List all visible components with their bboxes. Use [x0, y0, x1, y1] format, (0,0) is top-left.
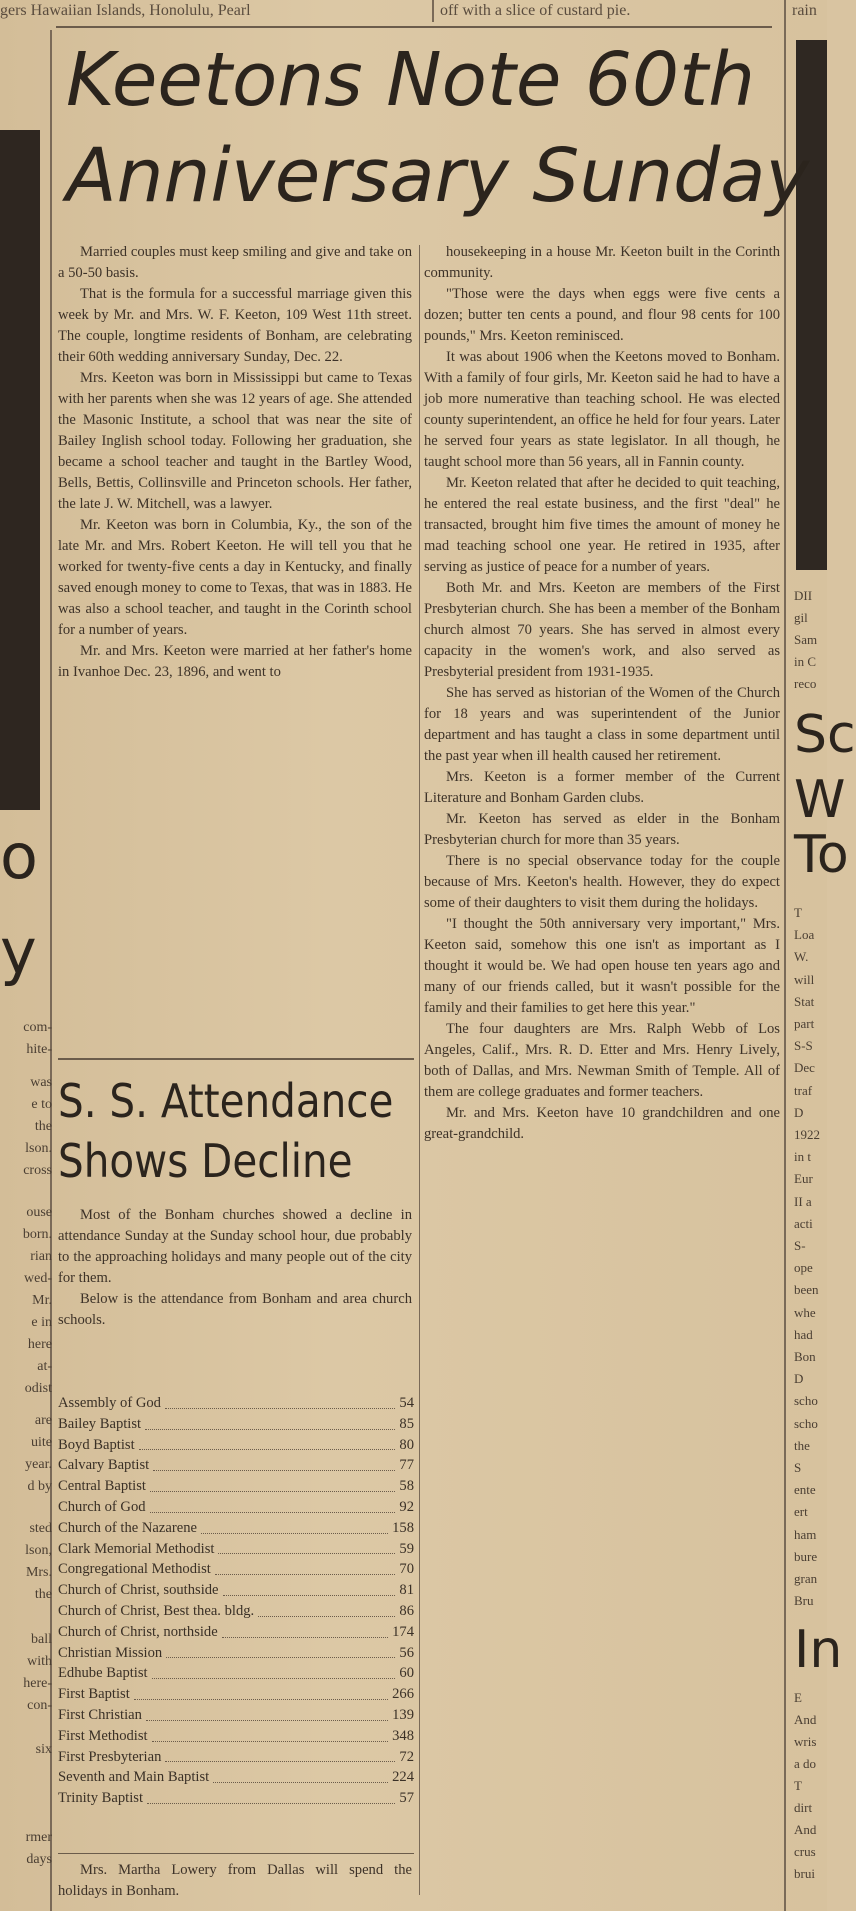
left-text-fragment: lson.: [25, 1141, 52, 1156]
right-text-fragment: been: [794, 1282, 819, 1298]
keeton-article-column-1: [58, 242, 412, 683]
keeton-paragraph: Both Mr. and Mrs. Keeton are members of the First Presbyterian church. She has been a member of the Bonham church almost 70 years. She has served in almost every capacity in the women's work, and also served as Presbyterial president from 1931-1935.: [424, 580, 780, 680]
attendance-count: 59: [399, 1540, 414, 1557]
top-rule: [56, 26, 772, 28]
attendance-row: [58, 1393, 414, 1414]
right-text-fragment: And: [794, 1822, 817, 1837]
right-text-fragment: Bru: [794, 1593, 814, 1609]
left-clipped-column: [0, 30, 56, 1911]
attendance-headline: [58, 1075, 413, 1187]
keeton-article-column-2: [424, 242, 780, 1145]
attendance-row: [58, 1643, 414, 1664]
church-name: First Christian: [58, 1706, 142, 1723]
left-text-fragment: cross: [23, 1163, 52, 1178]
left-text-fragment: the: [34, 1587, 52, 1602]
left-text-fragment: was: [30, 1075, 52, 1090]
top-strip-far-right-text: rain: [792, 2, 817, 19]
keeton-paragraph: Married couples must keep smiling and give and take on a 50-50 basis.: [58, 244, 412, 281]
attendance-row: [58, 1705, 414, 1726]
right-text-fragment: bure: [794, 1548, 818, 1564]
attendance-count: 80: [399, 1436, 414, 1453]
leader-dots: [218, 1553, 395, 1554]
top-strip-left-text: gers Hawaiian Islands, Honolulu, Pearl: [0, 2, 251, 19]
left-text-fragment: d by: [27, 1479, 52, 1494]
church-name: Christian Mission: [58, 1644, 163, 1661]
leader-dots: [147, 1803, 395, 1804]
right-text-fragment: scho: [794, 1415, 818, 1431]
leader-dots: [166, 1657, 395, 1658]
left-photo: [0, 130, 40, 810]
leader-dots: [215, 1574, 396, 1575]
left-text-fragment: born.: [22, 1227, 52, 1242]
attendance-count: 77: [399, 1457, 414, 1474]
leader-dots: [145, 1429, 395, 1430]
left-text-fragment: here: [27, 1337, 52, 1352]
keeton-paragraph: It was about 1906 when the Keetons moved to Bonham. With a family of four girls, Mr. Keeton said he had to have a job more numerative than teaching school. He was elected county superintendent, an office he held for four years. Later he served four years as state legislator. In all though, he taught school more than 56 years, all in Fannin county.: [424, 349, 780, 470]
right-text-fragment: the: [794, 1437, 810, 1453]
left-text-fragment: e to: [31, 1097, 52, 1112]
church-name: Bailey Baptist: [58, 1415, 142, 1432]
left-text-fragment: sted: [29, 1521, 52, 1536]
leader-dots: [201, 1533, 388, 1534]
church-name: Seventh and Main Baptist: [58, 1769, 210, 1786]
right-text-fragment: Dec: [794, 1060, 815, 1076]
attendance-row: [58, 1476, 414, 1497]
leader-dots: [165, 1408, 395, 1409]
attendance-headline-line1: S. S. Attendance: [58, 1074, 394, 1128]
keeton-paragraph: Mr. Keeton has served as elder in the Bonham Presbyterian church for more than 35 years.: [424, 811, 780, 848]
attendance-count: 139: [392, 1706, 414, 1723]
right-text-fragment: II a: [794, 1193, 812, 1209]
right-text-fragment: part: [794, 1016, 815, 1031]
attendance-count: 86: [399, 1602, 414, 1619]
right-text-fragment: in C: [794, 654, 817, 669]
keeton-headline-line2: Anniversary Sunday: [66, 133, 810, 219]
left-text-fragment: rian: [30, 1249, 52, 1264]
attendance-count: 70: [399, 1561, 414, 1578]
right-text-fragment: ert: [794, 1504, 808, 1520]
church-name: Trinity Baptist: [58, 1790, 144, 1807]
leader-dots: [146, 1720, 388, 1721]
attendance-closing: [58, 1860, 412, 1902]
left-text-fragment: ouse: [26, 1205, 52, 1220]
right-text-fragment: traf: [794, 1082, 813, 1098]
attendance-count: 58: [399, 1478, 414, 1495]
right-headline-fragment-1: Sc: [794, 705, 856, 765]
right-text-fragment: will: [794, 971, 815, 987]
left-text-fragment: wed-: [24, 1271, 52, 1286]
attendance-row: [58, 1726, 414, 1747]
church-name: Congregational Methodist: [58, 1561, 211, 1578]
left-text-fragment: odist: [24, 1381, 52, 1396]
right-text-fragment: ente: [794, 1482, 816, 1498]
right-text-fragment: E: [794, 1690, 802, 1705]
left-text-fragment: ball: [31, 1632, 52, 1647]
church-name: Church of Christ, northside: [58, 1623, 218, 1640]
keeton-paragraph: "I thought the 50th anniversary very important," Mrs. Keeton said, somehow this one isn't as important as I thought it would be. We had open house ten years ago and many of our friends called, but it wasn't possible for the family and their families to get here this year.": [424, 916, 780, 1016]
attendance-count: 56: [399, 1644, 414, 1661]
attendance-row: [58, 1414, 414, 1435]
church-name: First Presbyterian: [58, 1748, 162, 1765]
leader-dots: [153, 1470, 395, 1471]
left-text-fragment: e in: [31, 1315, 52, 1330]
right-photo: [796, 40, 827, 570]
right-text-fragment: S-: [794, 1238, 806, 1253]
left-text-fragment: uite: [31, 1435, 52, 1450]
church-name: First Methodist: [58, 1727, 148, 1744]
right-text-fragment: D: [794, 1104, 804, 1120]
right-text-fragment: T: [794, 1778, 802, 1793]
keeton-paragraph: Mr. and Mrs. Keeton have 10 grandchildren and one great-grandchild.: [424, 1105, 780, 1142]
attendance-bottom-rule: [58, 1853, 414, 1854]
church-name: Church of the Nazarene: [58, 1519, 197, 1536]
attendance-intro: [58, 1205, 412, 1331]
attendance-intro-paragraph: Below is the attendance from Bonham and area church schools.: [58, 1291, 412, 1328]
left-text-fragment: Mr.: [32, 1293, 52, 1308]
leader-dots: [139, 1449, 396, 1450]
right-text-fragment: T: [794, 905, 802, 920]
right-text-fragment: And: [794, 1712, 817, 1727]
attendance-row: [58, 1518, 414, 1539]
attendance-row: [58, 1497, 414, 1518]
right-text-fragment: W.: [794, 949, 809, 965]
right-text-fragment: gil: [794, 610, 808, 625]
right-text-fragment: whe: [794, 1304, 816, 1320]
right-text-fragment: Bon: [794, 1349, 816, 1364]
right-headline-fragment-4: In: [794, 1620, 843, 1680]
right-text-fragment: DII: [794, 588, 813, 603]
top-strip: [0, 0, 827, 22]
right-text-fragment: crus: [794, 1844, 816, 1859]
attendance-count: 57: [399, 1790, 414, 1807]
keeton-paragraph: "Those were the days when eggs were five cents a dozen; butter ten cents a pound, and flour 98 cents for 100 pounds," Mrs. Keeton reminisced.: [424, 286, 780, 344]
right-headline-fragment-3: To: [794, 825, 849, 885]
leader-dots: [152, 1741, 389, 1742]
church-name: Calvary Baptist: [58, 1457, 150, 1474]
attendance-row: [58, 1747, 414, 1768]
left-text-fragment: con-: [27, 1698, 52, 1713]
right-text-fragment: S-S: [794, 1038, 813, 1054]
right-text-fragment: D: [794, 1371, 804, 1387]
attendance-row: [58, 1580, 414, 1601]
right-text-fragment: ope: [794, 1260, 813, 1276]
right-text-fragment: a do: [794, 1756, 817, 1771]
right-text-fragment: had: [794, 1326, 813, 1342]
right-text-fragment: gran: [794, 1571, 818, 1586]
attendance-list: [58, 1393, 414, 1809]
right-text-fragment: Stat: [794, 993, 815, 1009]
left-headline-fragment-1: o: [0, 820, 38, 893]
left-text-fragment: lson,: [25, 1543, 52, 1558]
attendance-count: 54: [399, 1395, 414, 1411]
left-text-fragment: year.: [25, 1457, 52, 1472]
attendance-closing-text: Mrs. Martha Lowery from Dallas will spend the holidays in Bonham.: [58, 1862, 412, 1899]
attendance-count: 92: [399, 1498, 414, 1515]
keeton-paragraph: That is the formula for a successful marriage given this week by Mr. and Mrs. W. F. Keeton, 109 West 11th street. The couple, longtime residents of Bonham, are celebrating their 60th wedding anniversary Sunday, Dec. 22.: [58, 286, 412, 365]
attendance-row: [58, 1622, 414, 1643]
church-name: Church of Christ, southside: [58, 1582, 219, 1599]
attendance-row: [58, 1559, 414, 1580]
leader-dots: [258, 1616, 395, 1617]
right-headline-fragment-2: W: [794, 770, 846, 830]
attendance-count: 81: [399, 1582, 414, 1599]
keeton-paragraph: There is no special observance today for the couple because of Mrs. Keeton's health. However, they do expect some of their daughters to visit them during the holidays.: [424, 853, 780, 911]
keeton-paragraph: The four daughters are Mrs. Ralph Webb of Los Angeles, Calif., Mrs. R. D. Etter and Mrs. Henry Lively, both of Dallas, and Mrs. Newman Smith of Temple. All of them are college graduates and former teachers.: [424, 1021, 780, 1100]
right-text-fragment: dirt: [794, 1800, 813, 1815]
right-text-fragment: wris: [794, 1734, 817, 1749]
right-text-fragment: reco: [794, 676, 817, 691]
attendance-row: [58, 1435, 414, 1456]
right-column-rule: [784, 0, 786, 1911]
right-text-fragment: S: [794, 1460, 802, 1475]
right-text-fragment: in t: [794, 1149, 811, 1165]
left-text-fragment: here-: [23, 1676, 52, 1691]
top-strip-right-text: off with a slice of custard pie.: [440, 2, 631, 19]
attendance-count: 158: [392, 1519, 414, 1536]
right-clipped-column: [788, 0, 856, 1911]
leader-dots: [134, 1699, 388, 1700]
attendance-count: 85: [399, 1415, 414, 1432]
right-text-fragment: brui: [794, 1866, 815, 1881]
top-strip-divider: [432, 0, 434, 22]
attendance-row: [58, 1455, 414, 1476]
left-text-fragment: at-: [37, 1359, 52, 1374]
leader-dots: [152, 1678, 396, 1679]
attendance-row: [58, 1601, 414, 1622]
attendance-headline-line2: Shows Decline: [58, 1134, 353, 1188]
keeton-headline-line1: Keetons Note 60th: [66, 37, 755, 123]
attendance-row: [58, 1539, 414, 1560]
leader-dots: [222, 1637, 388, 1638]
church-name: Church of Christ, Best thea. bldg.: [58, 1602, 255, 1619]
right-text-fragment: acti: [794, 1215, 813, 1231]
left-text-fragment: the: [34, 1119, 52, 1134]
right-text-fragment: Loa: [794, 927, 815, 943]
right-text-fragment: scho: [794, 1393, 818, 1409]
left-text-fragment: six: [35, 1742, 52, 1757]
keeton-paragraph: housekeeping in a house Mr. Keeton built in the Corinth community.: [424, 244, 780, 281]
keeton-paragraph: Mr. and Mrs. Keeton were married at her father's home in Ivanhoe Dec. 23, 1896, and went to: [58, 643, 412, 680]
attendance-row: [58, 1767, 414, 1788]
right-text-fragment: ham: [794, 1526, 817, 1542]
keeton-paragraph: Mrs. Keeton is a former member of the Current Literature and Bonham Garden clubs.: [424, 769, 780, 806]
church-name: Edhube Baptist: [58, 1665, 148, 1682]
leader-dots: [150, 1512, 396, 1513]
church-name: Assembly of God: [58, 1395, 161, 1411]
keeton-paragraph: Mr. Keeton was born in Columbia, Ky., the son of the late Mr. and Mrs. Robert Keeton. He will tell you that he worked for twenty-five cents a day in Kentucky, and finally saved enough money to come to Texas, that was in 1883. He was also a school teacher, and taught in the Corinth school for a number of years.: [58, 517, 412, 638]
attendance-row: [58, 1684, 414, 1705]
leader-dots: [165, 1761, 395, 1762]
center-column-rule: [419, 245, 420, 1895]
church-name: Boyd Baptist: [58, 1436, 135, 1453]
church-name: Clark Memorial Methodist: [58, 1540, 215, 1557]
attendance-count: 224: [392, 1769, 414, 1786]
right-text-fragment: 1922: [794, 1127, 820, 1142]
left-text-fragment: Mrs.: [25, 1565, 52, 1580]
leader-dots: [213, 1782, 388, 1783]
left-text-fragment: days: [26, 1852, 52, 1867]
attendance-count: 266: [392, 1686, 414, 1703]
left-text-fragment: with: [27, 1654, 52, 1669]
church-name: First Baptist: [58, 1686, 130, 1703]
church-name: Central Baptist: [58, 1478, 146, 1495]
left-text-fragment: hite-: [26, 1042, 52, 1057]
keeton-paragraph: Mrs. Keeton was born in Mississippi but came to Texas with her parents when she was 12 years of age. She attended the Masonic Institute, a school that was near the site of Bailey Inglish school today. Following her graduation, she became a school teacher and taught in the Bartley Wood, Bells, Bettis, Collinsville and Princeton schools. Her father, the late J. W. Mitchell, was a lawyer.: [58, 370, 412, 512]
right-text-fragment: Sam: [794, 632, 818, 647]
left-text-fragment: are: [34, 1413, 52, 1428]
left-text-fragment: com-: [23, 1020, 52, 1035]
attendance-count: 72: [399, 1748, 414, 1765]
left-headline-fragment-2: y: [0, 915, 37, 988]
attendance-row: [58, 1663, 414, 1684]
leader-dots: [223, 1595, 396, 1596]
church-name: Church of God: [58, 1498, 146, 1515]
right-text-fragment: Eur: [794, 1171, 813, 1187]
attendance-count: 174: [392, 1623, 414, 1640]
attendance-count: 60: [399, 1665, 414, 1682]
attendance-row: [58, 1788, 414, 1809]
keeton-paragraph: Mr. Keeton related that after he decided to quit teaching, he entered the real estate business, and the first "deal" he transacted, brought him five times the amount of money he mad teaching school one year. He retired in 1935, after serving as justice of peace for a number of years.: [424, 475, 780, 575]
attendance-intro-paragraph: Most of the Bonham churches showed a decline in attendance Sunday at the Sunday school hour, due probably to the approaching holidays and many people out of the city for them.: [58, 1207, 412, 1286]
leader-dots: [150, 1491, 395, 1492]
attendance-count: 348: [392, 1727, 414, 1744]
left-text-fragment: rmer: [25, 1830, 52, 1845]
keeton-paragraph: She has served as historian of the Women of the Church for 18 years and was superintendent of the Junior department and has taught a class in some department until the past year when ill health caused her retirement.: [424, 685, 780, 764]
article-divider-rule: [58, 1058, 414, 1060]
